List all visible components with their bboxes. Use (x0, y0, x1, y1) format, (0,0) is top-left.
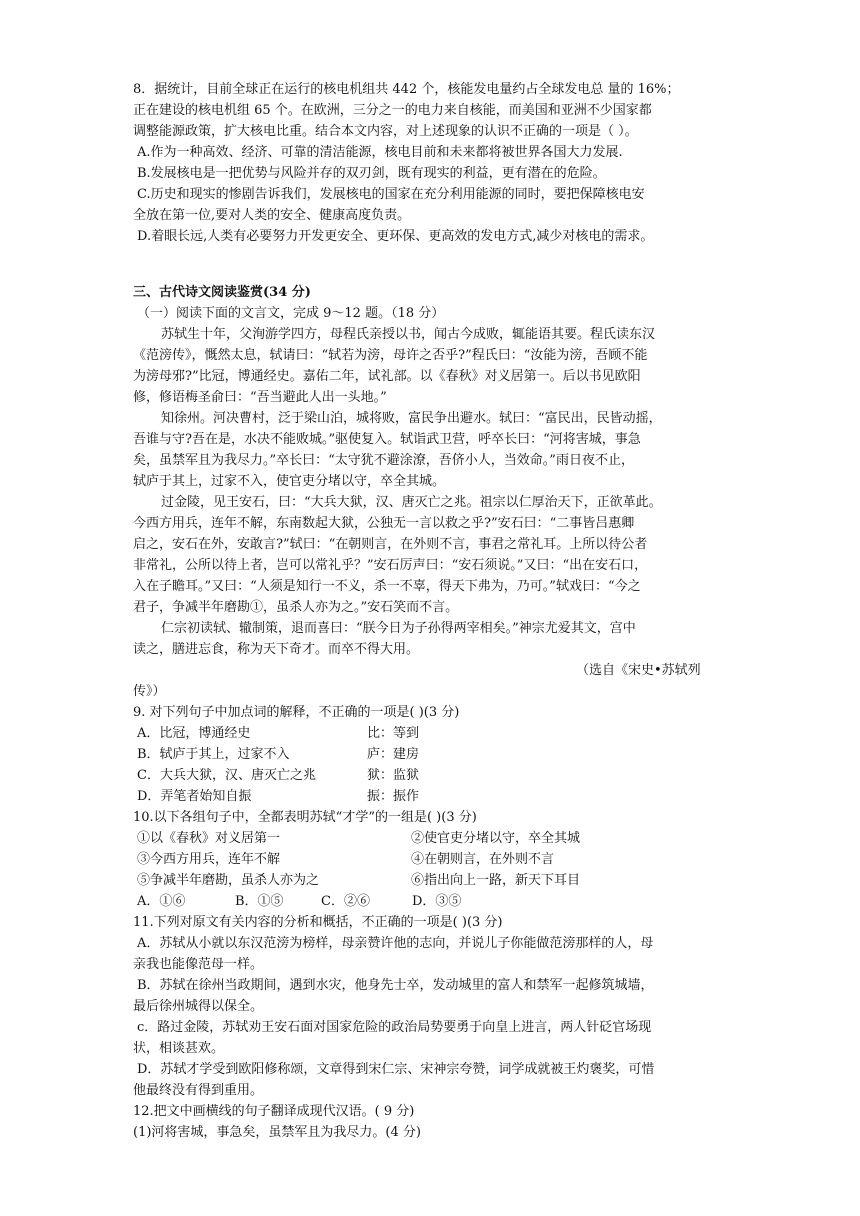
passage-line: 仁宗初读轼、辙制策，退而喜曰：“朕今日为子孙得两宰相矣。”神宗尤爱其文，宫中 (161, 621, 636, 636)
q11-line: A．苏轼从小就以东汉范滂为榜样，母亲赞许他的志向，并说儿子你能做范滂那样的人，母 (137, 936, 654, 951)
q11-line: 最后徐州城得以保全。 (133, 999, 264, 1014)
q10-answer-a: A．①⑥ (137, 894, 186, 909)
q10-stem: 10.以下各组句子中，全都表明苏轼“才学”的一组是( )(3 分) (133, 810, 477, 825)
passage-line: 启之，安石在外，安敢言?”轼曰：“在朝则言，在外则不言，事君之常礼耳。上所以待公者 (133, 537, 648, 552)
q8-line-2: 正在建设的核电机组 65 个。在欧洲，三分之一的电力来自核能，而美国和亚洲不少国家都 (133, 103, 652, 118)
q10-item: ⑥指出向上一路，新天下耳目 (411, 873, 581, 888)
q10-item: ①以《春秋》对义居第一 (137, 831, 281, 846)
q12-sentence-1: (1)河将害城，事急矣，虽禁军且为我尽力。(4 分) (133, 1125, 421, 1140)
q10-answer-d: D．③⑤ (412, 894, 462, 909)
passage-line: 吾谁与守?吾在是，水决不能败城。”驱使复入。轼诣武卫营，呼卒长曰：“河将害城，事急 (133, 432, 641, 447)
q10-item: ③今西方用兵，连年不解 (137, 852, 281, 867)
q9-option-a: A．比冠，博通经史 (137, 726, 251, 741)
passage-line: 今西方用兵，连年不解，东南数起大狱，公独无一言以救之乎?”安石曰：“二事皆吕惠卿 (133, 516, 635, 531)
passage-line: 知徐州。河决曹村，泛于梁山泊，城将败，富民争出避水。轼曰：“富民出，民皆动摇， (161, 411, 662, 426)
q9-option-d-meaning: 振：振作 (367, 789, 420, 804)
source-citation-cont: 传》） (133, 684, 166, 699)
q8-line-1: 8．据统计，目前全球正在运行的核电机组共 442 个，核能发电量约占全球发电总 量的 16%； (133, 82, 680, 97)
q10-item: ④在朝则言，在外则不言 (411, 852, 555, 867)
section-subtitle: （一）阅读下面的文言文，完成 9～12 题。（18 分） (137, 306, 445, 321)
q11-line: 状，相谈甚欢。 (133, 1041, 225, 1056)
passage-line: 入在子瞻耳。”又曰：“人须是知行一不义，杀一不辜，得天下弗为，乃可。”轼戏曰：“今之 (133, 579, 641, 594)
q8-line-3: 调整能源政策，扩大核电比重。结合本文内容，对上述现象的认识不正确的一项是（ ）。 (133, 124, 638, 139)
q9-stem: 9. 对下列句子中加点词的解释，不正确的一项是( )(3 分) (133, 705, 460, 720)
q9-option-a-meaning: 比：等到 (367, 726, 420, 741)
q11-line: D．苏轼才学受到欧阳修称颂，文章得到宋仁宗、宋神宗夸赞，词学成就被王灼褒奖，可惜 (137, 1062, 655, 1077)
passage-line: 修，修语梅圣俞曰：“吾当避此人出一头地。” (133, 390, 387, 405)
q9-option-b: B．轼庐于其上，过家不入 (137, 747, 290, 762)
q9-option-b-meaning: 庐：建房 (367, 747, 420, 762)
passage-line: 矣，虽禁军且为我尽力。”卒长曰：“太守犹不避涂潦，吾侪小人，当效命。”雨日夜不止， (133, 453, 634, 468)
q8-option-b: B.发展核电是一把优势与风险并存的双刃剑，既有现实的利益，更有潜在的危险。 (137, 166, 606, 181)
q9-option-c: C．大兵大狱，汉、唐灭亡之兆 (137, 768, 316, 783)
q10-answer-b: B．①⑤ (235, 894, 284, 909)
q11-line: B．苏轼在徐州当政期间，遇到水灾，他身先士卒，发动城里的富人和禁军一起修筑城墙， (137, 978, 654, 993)
q11-line: 他最终没有得到重用。 (133, 1083, 264, 1098)
passage-line: 为滂母邪?”比冠，博通经史。嘉佑二年，试礼部。以《春秋》对义居第一。后以书见欧阳 (133, 369, 641, 384)
q10-item: ⑤争减半年磨勘，虽杀人亦为之 (137, 873, 320, 888)
q11-stem: 11.下列对原文有关内容的分析和概括，不正确的一项是( )(3 分) (133, 915, 503, 930)
passage-line: 君子，争减半年磨勘①，虽杀人亦为之。”安石笑而不言。 (133, 600, 459, 615)
q9-option-d: D．弄笔者始知自振 (137, 789, 252, 804)
passage-line: 过金陵，见王安石，曰：“大兵大狱，汉、唐灭亡之兆。祖宗以仁厚治天下，正欲革此。 (161, 495, 662, 510)
q10-item: ②使官吏分堵以守，卒全其城 (411, 831, 581, 846)
passage-line: 轼庐于其上，过家不入，使官吏分堵以守，卒全其城。 (133, 474, 446, 489)
q8-option-d: D.着眼长远,人类有必要努力开发更安全、更环保、更高效的发电方式,减少对核电的需求。 (137, 229, 654, 244)
q9-option-c-meaning: 狱：监狱 (367, 768, 420, 783)
section-title: 三、古代诗文阅读鉴赏(34 分) (133, 285, 311, 300)
passage-line: 读之，膳进忘食，称为天下奇才。而卒不得大用。 (133, 642, 420, 657)
q8-option-c-2: 全放在第一位,要对人类的安全、健康高度负责。 (133, 208, 411, 223)
q8-option-c-1: C.历史和现实的惨剧告诉我们，发展核电的国家在充分利用能源的同时，要把保障核电安 (137, 187, 645, 202)
passage-line: 《范滂传》，慨然太息，轼请曰：“轼若为滂，母许之否乎?”程氏曰：“汝能为滂，吾顾不能 (133, 348, 648, 363)
q8-option-a: A.作为一种高效、经济、可靠的清洁能源，核电目前和未来都将被世界各国大力发展. (137, 145, 623, 160)
source-citation: （选自《宋史•苏轼列 (576, 663, 701, 678)
passage-line: 苏轼生十年，父洵游学四方，母程氏亲授以书，闻古今成败，辄能语其要。程氏读东汉 (161, 327, 656, 342)
passage-line: 非常礼，公所以待上者，岂可以常礼乎？”安石厉声曰：“安石须说。”又曰：“出在安石口， (133, 558, 648, 573)
q11-line: c．路过金陵，苏轼劝王安石面对国家危险的政治局势要勇于向皇上进言，两人针砭官场现 (137, 1020, 652, 1035)
q11-line: 亲我也能像范母一样。 (133, 957, 264, 972)
q10-answer-c: C．②⑥ (321, 894, 370, 909)
q12-stem: 12.把文中画横线的句子翻译成现代汉语。( 9 分) (133, 1104, 415, 1119)
